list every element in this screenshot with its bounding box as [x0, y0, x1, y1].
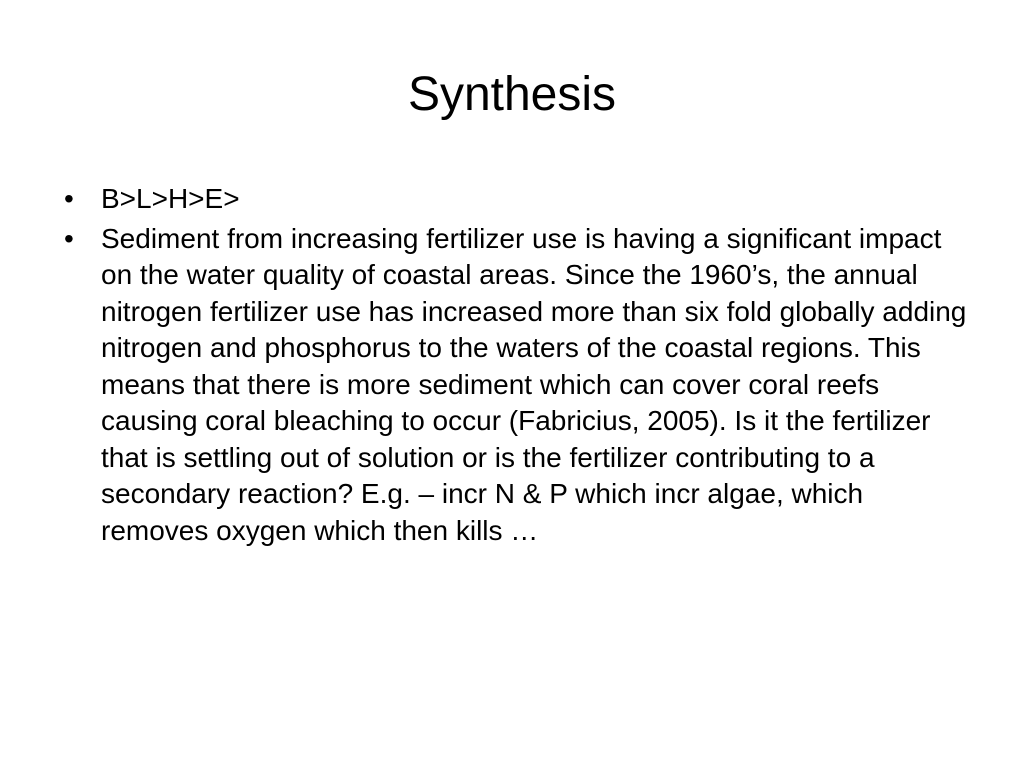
- bullet-item-sequence: [64, 181, 974, 218]
- bullet-text: Sediment from increasing fertilizer use is having a significant impact on the water quality of coastal areas. Since the 1960’s, the annual nitrogen fertilizer use has increased more than six fold globally adding nitrogen and phosphorus to the waters of the coastal regions. This means that there is more sediment which can cover coral reefs causing coral bleaching to occur (Fabricius, 2005). Is it the fertilizer that is settling out of solution or is the fertilizer contributing to a secondary reaction? E.g. – incr N & P which incr algae, which removes oxygen which then kills …: [101, 222, 967, 546]
- bullet-icon: •: [64, 222, 74, 254]
- bullet-icon: •: [64, 183, 74, 214]
- bullet-item-paragraph: [64, 221, 974, 550]
- bullet-list: [64, 181, 974, 552]
- slide-title: Synthesis: [407, 68, 617, 121]
- bullet-text: B>L>H>E>: [101, 183, 240, 214]
